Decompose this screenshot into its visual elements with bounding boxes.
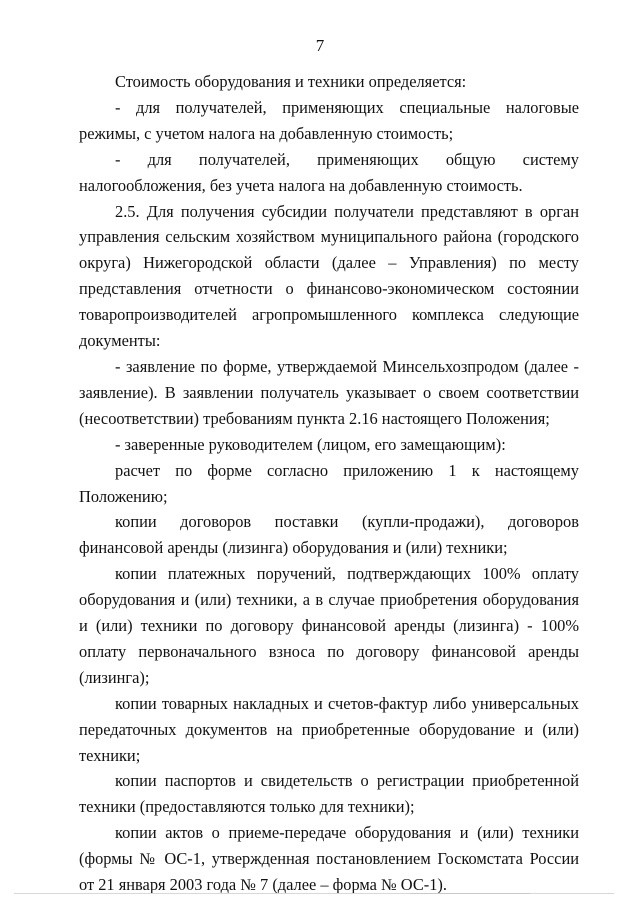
paragraph-acceptance-acts: копии актов о приеме-передаче оборудования и (или) техники (формы № ОС-1, утвержденная постановлением Госкомстата России от 21 января 2003 года № 7 (далее – форма № ОС-1). [79, 823, 579, 895]
page-number: 7 [315, 36, 325, 55]
paragraph-2-5: 2.5. Для получения субсидии получатели представляют в орган управления сельским хозяйством муниципального района (городского округа) Нижегородской области (далее – Управления) по месту представления отчетности о финансово-экономическом состоянии товаропроизводителей агропромышленного комплекса следующие документы: [79, 201, 579, 351]
paragraph-invoices: копии товарных накладных и счетов-фактур либо универсальных передаточных документов на приобретенные оборудование и (или) техники; [79, 693, 579, 765]
document-body [79, 69, 579, 898]
paragraph-payment-orders: копии платежных поручений, подтверждающих 100% оплату оборудования и (или) техники, а в случае приобретения оборудования и (или) техники по договору финансовой аренды (лизинга) - 100% оплату первоначального взноса по договору финансовой аренды (лизинга); [79, 564, 579, 687]
paragraph-supply-contracts: копии договоров поставки (купли-продажи), договоров финансовой аренды (лизинга) оборудования и (или) техники; [79, 512, 579, 558]
paragraph-general-tax: - для получателей, применяющих общую систему налогообложения, без учета налога на добавленную стоимость. [79, 149, 579, 195]
bottom-edge-mark [410, 893, 530, 894]
paragraph-passports: копии паспортов и свидетельств о регистрации приобретенной техники (предоставляются только для техники); [79, 771, 579, 817]
paragraph-special-tax: - для получателей, применяющих специальные налоговые режимы, с учетом налога на добавленную стоимость; [79, 97, 579, 143]
paragraph-cost-intro: Стоимость оборудования и техники определяется: [115, 72, 467, 91]
paragraph-certified: - заверенные руководителем (лицом, его замещающим): [115, 434, 506, 454]
paragraph-application: - заявление по форме, утверждаемой Минсельхозпродом (далее - заявление). В заявлении получатель указывает о своем соответствии (несоответствии) требованиям пункта 2.16 настоящего Положения; [79, 356, 579, 428]
paragraph-calculation: расчет по форме согласно приложению 1 к настоящему Положению; [79, 460, 579, 506]
